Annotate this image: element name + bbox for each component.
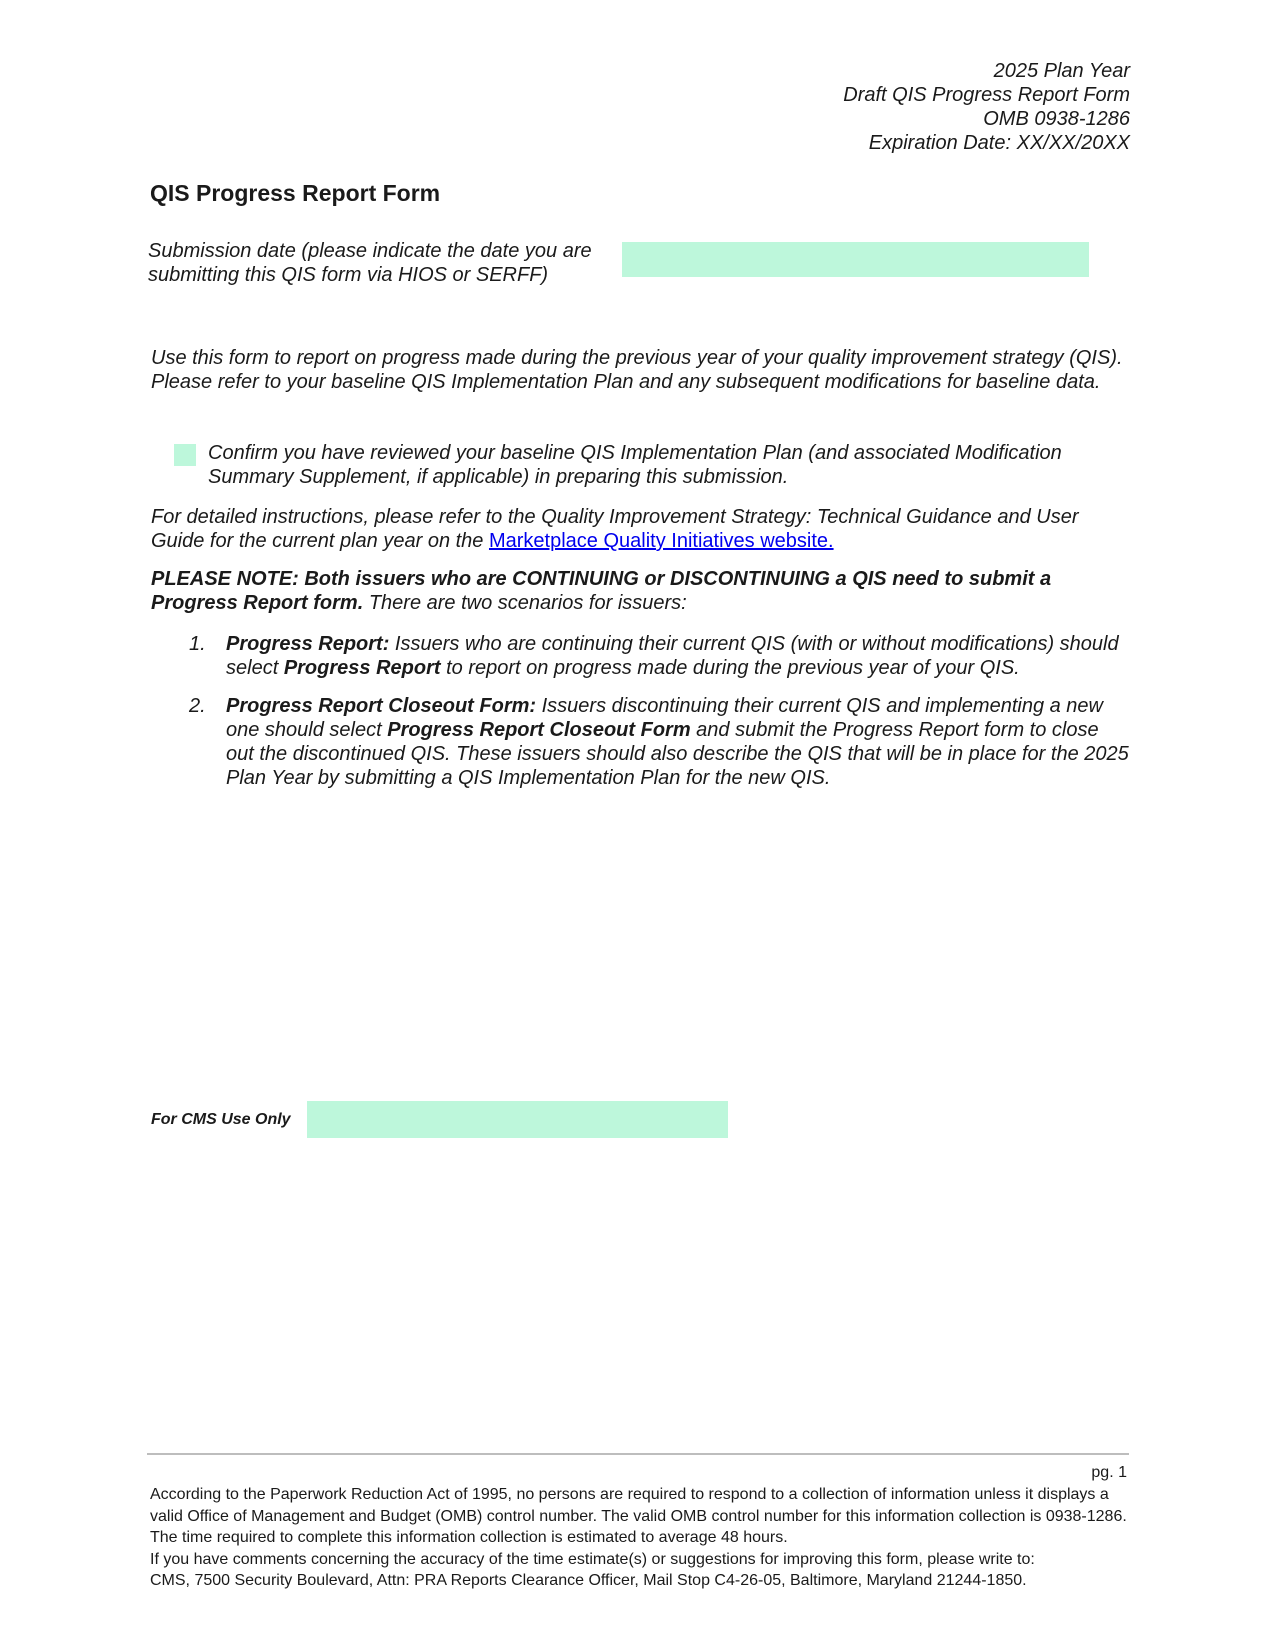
footer-line: valid Office of Management and Budget (OMB) control number. The valid OMB control number for this information collection is 0938-1286. <box>150 1507 1127 1525</box>
cms-use-only-field[interactable] <box>307 1101 728 1138</box>
scenario-text: Issuers discontinuing their current QIS and implementing a new one should select <box>226 695 1103 741</box>
confirm-review-text: Confirm you have reviewed your baseline QIS Implementation Plan (and associated Modification Summary Supplement, if applicable) in preparing this submission. <box>208 442 1062 488</box>
footer-line: If you have comments concerning the accuracy of the time estimate(s) or suggestions for improving this form, please write to: <box>150 1550 1035 1568</box>
cms-use-only-label: For CMS Use Only <box>151 1111 291 1128</box>
note-bold: PLEASE NOTE: Both issuers who are CONTINUING or DISCONTINUING a QIS need to submit a Progress Report form. <box>151 568 1052 614</box>
list-content <box>226 694 1131 790</box>
scenario-text: and submit the Progress Report form to close out the discontinued QIS. These issuers should also describe the QIS that will be in place for the 2025 Plan Year by submitting a QIS Implementation Plan for the new QIS. <box>226 719 1129 789</box>
omb-number: OMB 0938-1286 <box>983 108 1130 130</box>
submission-date-field[interactable] <box>622 242 1089 277</box>
submission-date-label: Submission date (please indicate the date you are submitting this QIS form via HIOS or SERFF) <box>148 240 592 286</box>
footer-line: According to the Paperwork Reduction Act of 1995, no persons are required to respond to a collection of information unless it displays a <box>150 1486 1109 1503</box>
list-item <box>151 694 1131 790</box>
scenario-label: Progress Report: <box>226 633 390 655</box>
expiration-date: Expiration Date: XX/XX/20XX <box>868 132 1130 154</box>
scenario-bold: Progress Report <box>283 657 441 679</box>
page-number: pg. 1 <box>1091 1464 1127 1481</box>
document-header <box>843 59 1130 155</box>
form-name: Draft QIS Progress Report Form <box>843 84 1130 106</box>
list-item <box>151 632 1131 680</box>
scenario-bold: Progress Report Closeout Form <box>387 719 691 741</box>
list-number: 1. <box>189 633 206 655</box>
instructions-text: For detailed instructions, please refer to the Quality Improvement Strategy: Technical Guidance and User Guide for the current plan year on the <box>151 506 1079 552</box>
list-content <box>226 632 1131 680</box>
note-rest: There are two scenarios for issuers: <box>363 592 687 614</box>
scenario-label: Progress Report Closeout Form: <box>226 695 537 717</box>
plan-year: 2025 Plan Year <box>993 60 1130 82</box>
footer-divider <box>147 1453 1129 1455</box>
footer-line: CMS, 7500 Security Boulevard, Attn: PRA Reports Clearance Officer, Mail Stop C4-26-05, Baltimore, Maryland 21244-1850. <box>150 1572 1027 1589</box>
list-number: 2. <box>189 695 206 717</box>
note-paragraph <box>151 567 1131 615</box>
instructions-paragraph <box>151 505 1131 553</box>
confirm-review-checkbox[interactable] <box>174 444 196 466</box>
footer-line: The time required to complete this information collection is estimated to average 48 hours. <box>150 1529 788 1546</box>
intro-paragraph: Use this form to report on progress made during the previous year of your quality improvement strategy (QIS). Please refer to your baseline QIS Implementation Plan and any subsequent modifications for baseline data. <box>151 347 1123 393</box>
marketplace-quality-link[interactable]: Marketplace Quality Initiatives website. <box>488 530 834 552</box>
page-title: QIS Progress Report Form <box>150 180 441 206</box>
paperwork-reduction-notice <box>150 1484 1150 1592</box>
scenario-text: to report on progress made during the previous year of your QIS. <box>440 657 1020 679</box>
scenario-text: Issuers who are continuing their current QIS (with or without modifications) should select <box>226 633 1119 679</box>
